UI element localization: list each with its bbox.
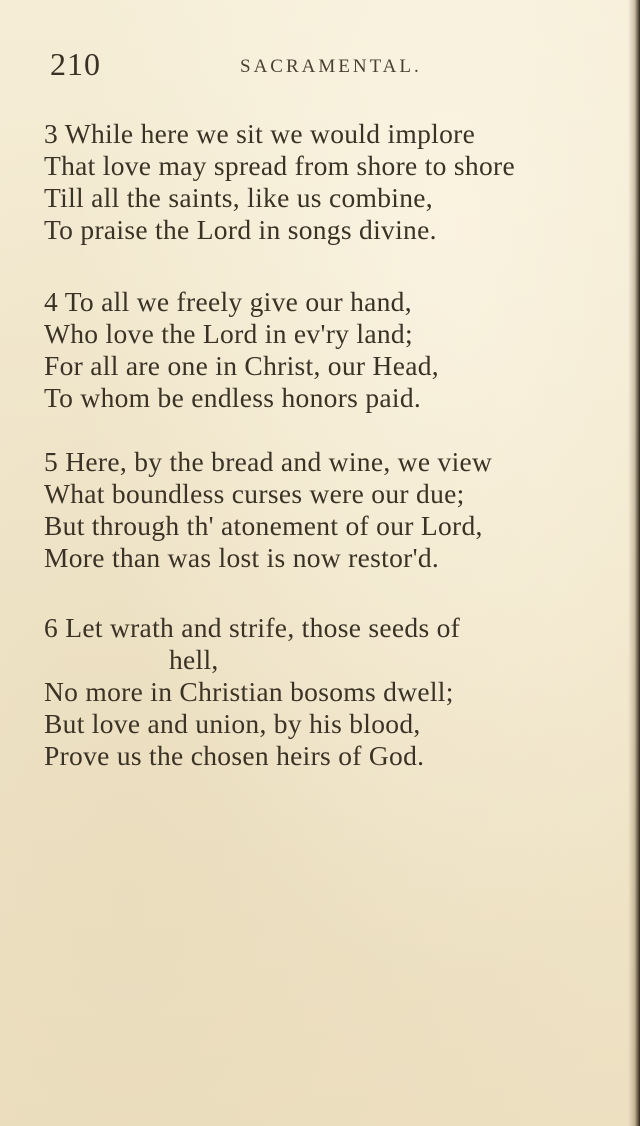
verse-line: Prove us the chosen heirs of God.	[44, 740, 425, 771]
verse-line: 3 While here we sit we would implore	[44, 118, 476, 149]
stanza-4	[44, 286, 619, 414]
verse-line: 4 To all we freely give our hand,	[44, 286, 412, 317]
stanza-3	[44, 118, 619, 246]
page-header	[50, 46, 610, 86]
running-head: SACRAMENTAL.	[240, 56, 422, 77]
page-number: 210	[50, 46, 101, 82]
verse-line: 5 Here, by the bread and wine, we view	[44, 446, 493, 477]
verse-line: For all are one in Christ, our Head,	[44, 350, 439, 381]
verse-line-continuation: hell,	[169, 644, 219, 675]
verse-line: That love may spread from shore to shore	[44, 150, 515, 181]
verse-line: To praise the Lord in songs divine.	[44, 214, 437, 245]
stanza-6	[44, 612, 619, 772]
page-binding-edge	[628, 0, 640, 1126]
verse-line: No more in Christian bosoms dwell;	[44, 676, 454, 707]
verse-line: What boundless curses were our due;	[44, 478, 465, 509]
verse-line: But through th' atonement of our Lord,	[44, 510, 483, 541]
verse-line: More than was lost is now restor'd.	[44, 542, 440, 573]
verse-line: To whom be endless honors paid.	[44, 382, 422, 413]
verse-line: But love and union, by his blood,	[44, 708, 421, 739]
verse-line: 6 Let wrath and strife, those seeds of	[44, 612, 461, 643]
verse-line: Who love the Lord in ev'ry land;	[44, 318, 413, 349]
verse-line: Till all the saints, like us combine,	[44, 182, 433, 213]
stanza-5	[44, 446, 619, 574]
